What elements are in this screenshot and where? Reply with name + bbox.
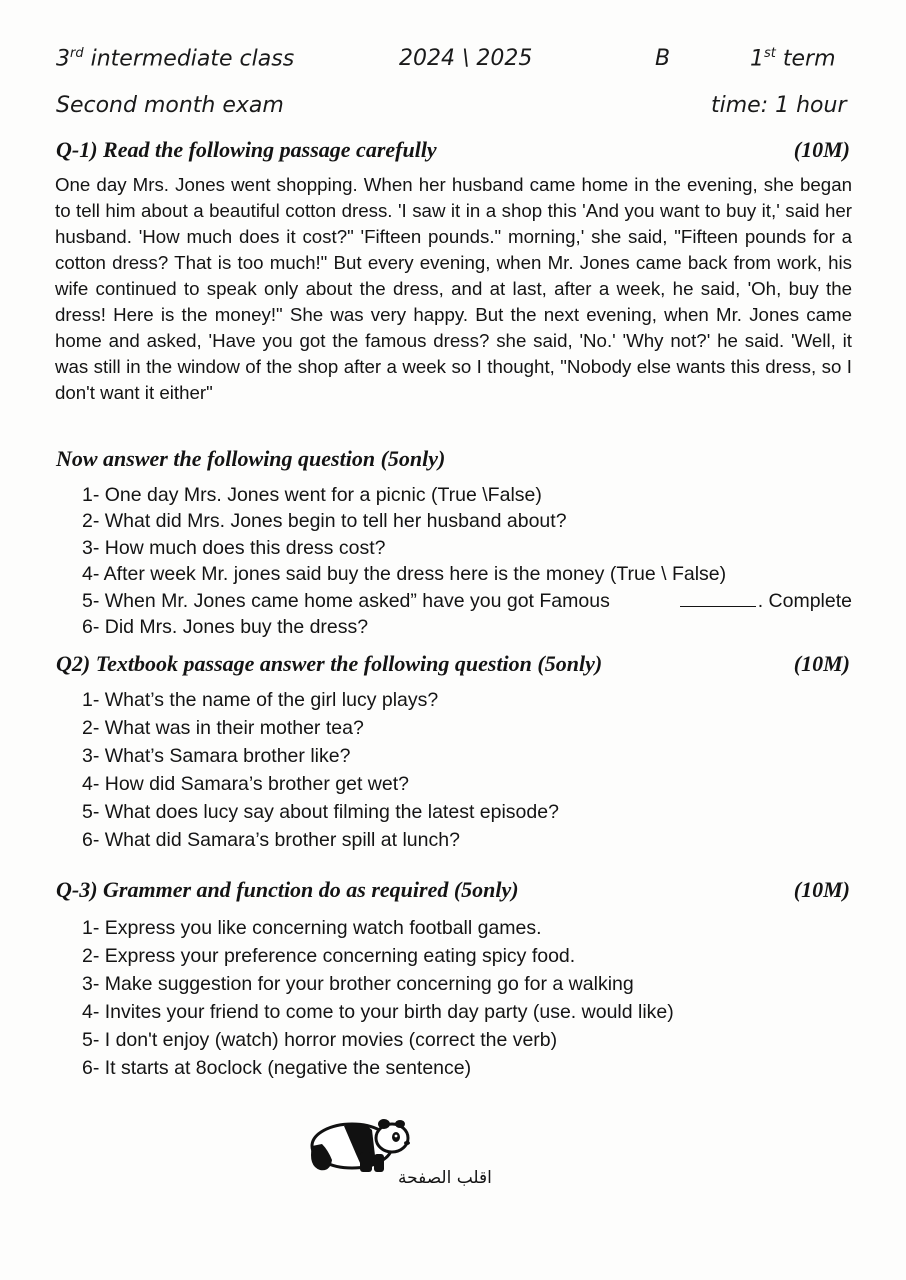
- school-year: 2024 \ 2025: [399, 46, 533, 71]
- list-item: 1- Express you like concerning watch football games.: [82, 917, 542, 939]
- q1-marks: (10M): [793, 137, 850, 162]
- q2-question-list: [82, 686, 559, 854]
- list-item: 3- Make suggestion for your brother concerning go for a walking: [82, 973, 634, 995]
- turn-page-note: اقلب الصفحة: [398, 1168, 492, 1188]
- list-item: 5- What does lucy say about filming the latest episode?: [82, 801, 559, 823]
- q1-title: Q-1) Read the following passage carefully: [56, 137, 437, 162]
- list-item: 2- What was in their mother tea?: [82, 717, 364, 739]
- list-item: 1- What’s the name of the girl lucy plays?: [82, 689, 439, 711]
- list-item: 6- Did Mrs. Jones buy the dress?: [82, 616, 369, 639]
- section-letter: B: [655, 46, 671, 71]
- q2-title: Q2) Textbook passage answer the following question (5only): [56, 651, 603, 676]
- list-item: 5- I don't enjoy (watch) horror movies (correct the verb): [82, 1029, 558, 1051]
- class-label: 3rd intermediate class: [56, 46, 295, 72]
- exam-title: Second month exam: [56, 93, 284, 118]
- q3-marks: (10M): [793, 877, 850, 902]
- list-item: 2- What did Mrs. Jones begin to tell her husband about?: [82, 510, 567, 533]
- list-item: 6- What did Samara’s brother spill at lunch?: [82, 829, 460, 851]
- answer-blank: [680, 592, 756, 607]
- list-item: 3- What’s Samara brother like?: [82, 745, 351, 767]
- list-item: 4- How did Samara’s brother get wet?: [82, 773, 409, 795]
- q2-marks: (10M): [793, 651, 850, 676]
- list-item: 5- When Mr. Jones came home asked” have you got Famous . Complete: [82, 589, 852, 612]
- q1-question-list: [82, 482, 852, 640]
- reading-passage: One day Mrs. Jones went shopping. When her husband came home in the evening, she began to tell him about a beautiful cotton dress. 'I saw it in a shop this 'And you want to buy it,' said her husband. 'How much does it cost?" 'Fifteen pounds." morning,' she said, "Fifteen pounds for a cotton dress? That is too much!" But every evening, when Mr. Jones came back from work, his wife continued to speak only about the dress, and at last, after a week, he said, 'Oh, buy the dress! Here is the money!" She was very happy. But the next evening, when Mr. Jones came home and asked, 'Have you got the famous dress? she said, 'No.' 'Why not?' he said. 'Well, it was still in the window of the shop after a week so I thought, "Nobody else wants this dress, so I don't want it either": [55, 174, 852, 403]
- list-item: 1- One day Mrs. Jones went for a picnic (True \False): [82, 484, 542, 506]
- list-item: 4- Invites your friend to come to your birth day party (use. would like): [82, 1001, 674, 1023]
- exam-time: time: 1 hour: [711, 93, 847, 118]
- panda-icon: [306, 1114, 414, 1176]
- q3-title: Q-3) Grammer and function do as required (5only): [56, 877, 519, 902]
- list-item: 2- Express your preference concerning eating spicy food.: [82, 945, 576, 967]
- list-item: 3- How much does this dress cost?: [82, 536, 386, 559]
- term-label: 1st term: [750, 46, 836, 72]
- q3-question-list: [82, 914, 674, 1082]
- list-item: 4- After week Mr. jones said buy the dress here is the money (True \ False): [82, 563, 727, 586]
- q1-instruction: Now answer the following question (5only): [56, 446, 446, 471]
- list-item: 6- It starts at 8oclock (negative the sentence): [82, 1057, 472, 1079]
